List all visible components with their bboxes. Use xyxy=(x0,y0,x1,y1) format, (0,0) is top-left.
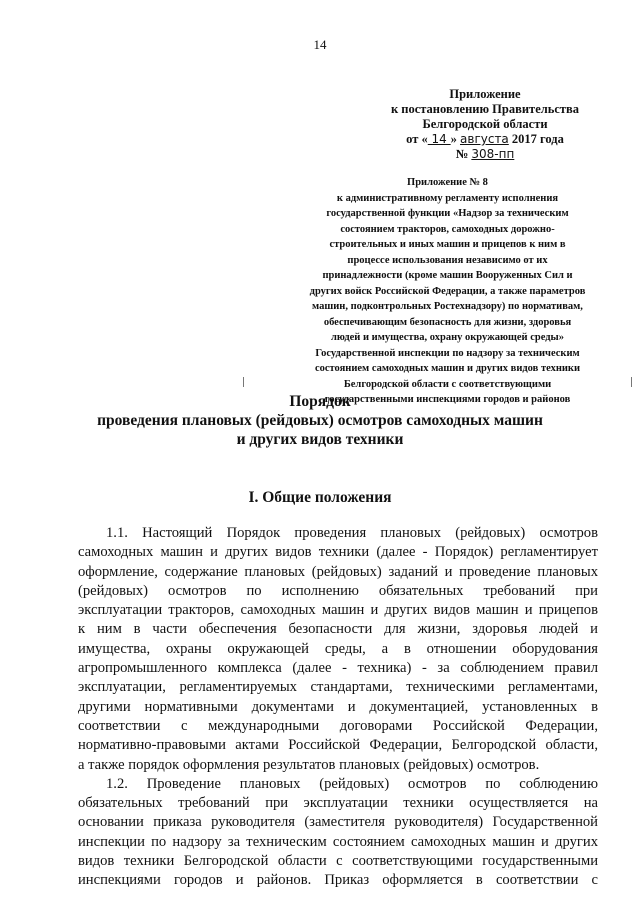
page-number: 14 xyxy=(313,37,327,52)
paragraph-line: 1.1. Настоящий Порядок проведения плановых (рейдовых) осмотров xyxy=(106,525,598,541)
body-text xyxy=(78,524,598,891)
paragraph-line: агропромышленного комплекса (далее - техника) - за соблюдением правил xyxy=(78,660,598,677)
date-month: августа xyxy=(460,132,509,146)
date-mid: » xyxy=(450,132,461,146)
appendix-8-line: Государственной инспекции по надзору за техническим xyxy=(315,347,580,359)
appendix-8-line: состоянием самоходных машин и других видов техники xyxy=(314,363,581,374)
date-day: 14 xyxy=(427,132,451,146)
paragraph-line: 1.2. Проведение плановых (рейдовых) осмотров по соблюдению xyxy=(106,775,598,792)
paragraph-line: самоходных машин и других видов техники (далее - Порядок) регламентирует xyxy=(78,544,598,561)
paragraph-line: инспекции по надзору за техническим состоянием самоходных машин и других xyxy=(78,833,598,850)
appendix-8-line: государственной функции «Надзор за техническим xyxy=(326,208,569,219)
paragraph-line: инспекциями городов и районов. Приказ оформляется в соответствии с xyxy=(78,872,598,889)
paragraph-line: основании приказа руководителя (заместителя руководителя) Государственной xyxy=(78,814,598,831)
appendix-line-1: к постановлению Правительства xyxy=(390,102,580,116)
appendix-8-line: Белгородской области с соответствующими xyxy=(343,378,552,390)
document-title xyxy=(0,392,640,449)
section-heading: I. Общие положения xyxy=(248,489,392,506)
paragraph-line: видов техники Белгородской области с соответствующими государственными xyxy=(78,853,598,870)
scan-mark xyxy=(631,377,632,387)
appendix-title: Приложение xyxy=(449,87,521,101)
appendix-8-line: состоянием тракторов, самоходных дорожно- xyxy=(340,223,555,235)
appendix-number xyxy=(360,147,610,162)
paragraph-line: а также порядок оформления результатов плановых (рейдовых) осмотров. xyxy=(78,756,540,773)
paragraph-line: нормативно-правовыми актами Российской Федерации, Белгородской области, xyxy=(78,737,598,754)
paragraph-line: обязательных требований при эксплуатации техники осуществляется на xyxy=(78,795,598,812)
appendix-date xyxy=(360,132,610,147)
number-prefix: № xyxy=(455,147,472,161)
appendix-8-line: к административному регламенту исполнения xyxy=(336,192,559,204)
title-line-3: и других видов техники xyxy=(236,431,404,448)
appendix-8-line: других войск Российской Федерации, а также параметров xyxy=(309,285,586,297)
appendix-8-line: процессе использования независимо от их xyxy=(347,254,548,266)
paragraph-line: эксплуатации, регламентируемых стандартами, техническими регламентами, xyxy=(78,679,598,696)
appendix-8-line: Приложение № 8 xyxy=(407,177,488,188)
appendix-8-line: принадлежности (кроме машин Вооруженных Сил и xyxy=(322,270,573,281)
scan-mark xyxy=(243,377,244,387)
title-line-2: проведения плановых (рейдовых) осмотров самоходных машин xyxy=(97,412,543,429)
date-prefix: от « xyxy=(406,132,428,146)
appendix-8-line: государственными инспекциями городов и районов xyxy=(324,394,571,405)
title-line-1: Порядок xyxy=(289,393,351,410)
appendix-8-header xyxy=(285,175,610,408)
paragraph-line: оформление, содержание плановых (рейдовых) заданий и проведение плановых xyxy=(78,563,598,580)
appendix-8-line: строительных и иных машин и прицепов к ним в xyxy=(329,239,566,250)
paragraph-line: к ним в части обеспечения безопасности для жизни, здоровья людей и xyxy=(78,621,598,638)
appendix-8-line: машин, подконтрольных Ростехнадзору) по нормативам, xyxy=(312,301,583,312)
paragraph-line: эксплуатации тракторов, самоходных машин и других видов машин и прицепов xyxy=(78,602,598,619)
appendix-header xyxy=(360,87,610,162)
paragraph-line: имущества, охраны окружающей среды, а в отношении оборудования xyxy=(78,640,598,657)
date-suffix: 2017 года xyxy=(508,132,564,146)
paragraph-line: другими нормативными документами и документацией, установленных в xyxy=(78,698,598,715)
decree-number: 308-пп xyxy=(471,147,515,161)
appendix-8-line: людей и имущества, охрану окружающей среды» xyxy=(331,332,564,343)
appendix-line-2: Белгородской области xyxy=(422,117,548,131)
appendix-8-line: обеспечивающим безопасность для жизни, здоровья xyxy=(323,316,572,328)
paragraph-line: (рейдовых) осмотров по исполнению обязательных требований при xyxy=(78,582,598,599)
paragraph-line: соответствии с международными договорами Российской Федерации, xyxy=(78,717,598,734)
